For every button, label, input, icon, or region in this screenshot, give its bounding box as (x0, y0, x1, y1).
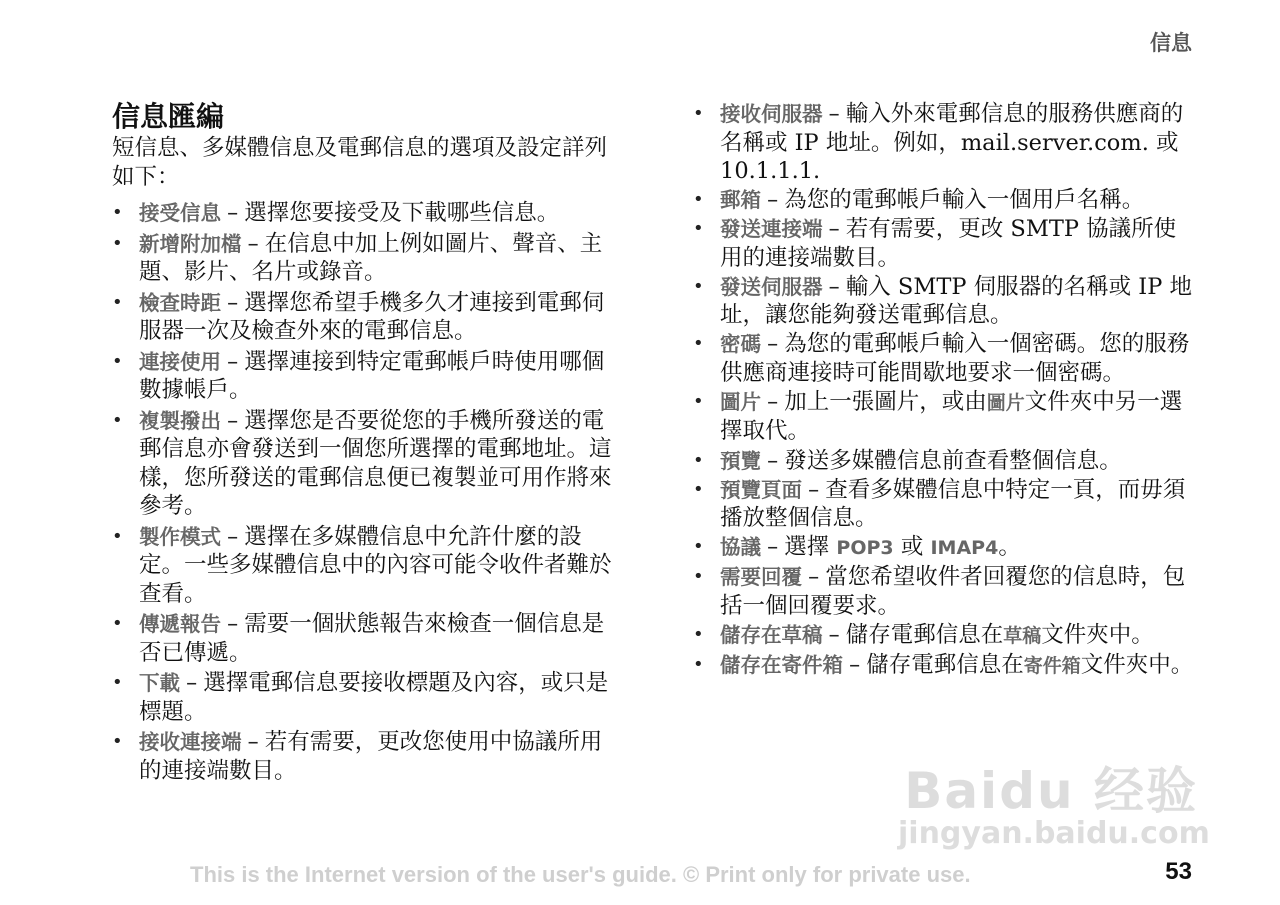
option-term: 傳遞報告 (139, 612, 221, 636)
option-term: 發送伺服器 (720, 274, 823, 299)
option-term: 圖片 (720, 389, 761, 414)
option-term: 協議 (720, 535, 761, 560)
option-text: 輸入 SMTP 伺服器的名稱或 IP 地址，讓您能夠發送電郵信息。 (720, 273, 1192, 329)
option-text: 文件夾中。 (1041, 621, 1154, 648)
option-text: 儲存電郵信息在 (866, 652, 1024, 679)
option-term: 檢查時距 (139, 290, 221, 315)
list-item: • 儲存在草稿 – 儲存電郵信息在草稿文件夾中。 (693, 621, 1198, 651)
option-term: 製作模式 (139, 524, 221, 549)
option-text: 需要一個狀態報告來檢查一個信息是否已傳遞。 (139, 611, 605, 666)
list-item: • 需要回覆 – 當您希望收件者回覆您的信息時，包括一個回覆要求。 (693, 563, 1198, 620)
list-item: • 傳遞報告 – 需要一個狀態報告來檢查一個信息是否已傳遞。 (112, 610, 612, 667)
right-column (693, 100, 1198, 681)
option-term: 複製撥出 (139, 408, 221, 433)
option-term: 預覽 (720, 448, 761, 473)
list-item: • 複製撥出 – 選擇您是否要從您的手機所發送的電郵信息亦會發送到一個您所選擇的電郵地址。這樣，您所發送的電郵信息便已複製並可用作將來參考。 (112, 407, 612, 521)
list-item: • 發送伺服器 – 輸入 SMTP 伺服器的名稱或 IP 地址，讓您能夠發送電郵信息。 (693, 273, 1198, 330)
option-text: 。 (998, 534, 1021, 561)
option-text: 當您希望收件者回覆您的信息時，包括一個回覆要求。 (720, 564, 1186, 619)
option-term: 密碼 (720, 332, 761, 357)
option-term: 預覽頁面 (720, 477, 802, 502)
page-number: 53 (1165, 858, 1192, 885)
option-text: 選擇在多媒體信息中允許什麼的設定。一些多媒體信息中的內容可能令收件者難於查看。 (139, 523, 612, 607)
footer-notice: This is the Internet version of the user's guide. © Print only for private use. (190, 862, 971, 887)
option-term: 接受信息 (139, 201, 221, 225)
options-list-left (112, 199, 612, 785)
option-text: 文件夾中另一選擇取代。 (720, 388, 1183, 445)
option-text: 查看多媒體信息中特定一頁，而毋須播放整個信息。 (720, 476, 1186, 532)
list-item: • 發送連接端 – 若有需要，更改 SMTP 協議所使用的連接端數目。 (693, 215, 1198, 272)
option-text: 選擇您希望手機多久才連接到電郵伺服器一次及檢查外來的電郵信息。 (139, 289, 605, 344)
option-term: 需要回覆 (720, 565, 802, 590)
option-text: 若有需要，更改您使用中協議所用的連接端數目。 (139, 729, 603, 784)
option-term: 下載 (139, 671, 180, 695)
list-item: • 下載 – 選擇電郵信息要接收標題及內容，或只是標題。 (112, 669, 612, 726)
option-text: 為您的電郵帳戶輸入一個用戶名稱。 (784, 187, 1145, 214)
folder-name: 圖片 (986, 391, 1025, 414)
section-header: 信息 (1150, 31, 1192, 55)
option-text: 選擇電郵信息要接收標題及內容，或只是標題。 (139, 670, 609, 725)
folder-name: 寄件箱 (1023, 655, 1081, 678)
option-text: 或 (900, 534, 924, 561)
option-text: 為您的電郵帳戶輸入一個密碼。您的服務供應商連接時可能間歇地要求一個密碼。 (720, 331, 1190, 386)
list-item: • 儲存在寄件箱 – 儲存電郵信息在寄件箱文件夾中。 (693, 651, 1198, 681)
list-item: • 連接使用 – 選擇連接到特定電郵帳戶時使用哪個數據帳戶。 (112, 348, 612, 405)
list-item: • 協議 – 選擇 POP3 或 IMAP4。 (693, 533, 1198, 563)
list-item: • 接收伺服器 – 輸入外來電郵信息的服務供應商的名稱或 IP 地址。例如，mail.server.com. 或 10.1.1.1. (693, 100, 1198, 186)
list-item: • 密碼 – 為您的電郵帳戶輸入一個密碼。您的服務供應商連接時可能間歇地要求一個密碼。 (693, 330, 1198, 387)
list-item: • 檢查時距 – 選擇您希望手機多久才連接到電郵伺服器一次及檢查外來的電郵信息。 (112, 289, 612, 346)
option-term: 儲存在寄件箱 (720, 653, 843, 678)
list-item: • 預覽頁面 – 查看多媒體信息中特定一頁，而毋須播放整個信息。 (693, 476, 1198, 533)
list-item: • 接受信息 – 選擇您要接受及下載哪些信息。 (112, 199, 612, 228)
option-text: 選擇您要接受及下載哪些信息。 (244, 200, 560, 226)
folder-name: 草稿 (1003, 624, 1042, 647)
option-text: 選擇您是否要從您的手機所發送的電郵信息亦會發送到一個您所選擇的電郵地址。這樣，您所發送的電郵信息便已複製並可用作將來參考。 (139, 407, 612, 519)
list-item: • 郵箱 – 為您的電郵帳戶輸入一個用戶名稱。 (693, 186, 1198, 215)
list-item: • 圖片 – 加上一張圖片，或由圖片文件夾中另一選擇取代。 (693, 388, 1198, 446)
option-term: 郵箱 (720, 188, 761, 213)
option-term: 儲存在草稿 (720, 622, 823, 647)
option-text: 在信息中加上例如圖片、聲音、主題、影片、名片或錄音。 (139, 230, 603, 285)
option-text: 儲存電郵信息在 (845, 621, 1004, 648)
protocol-name: POP3 (836, 537, 894, 560)
option-term: 接收連接端 (139, 730, 242, 754)
option-text: 輸入外來電郵信息的服務供應商的名稱或 IP 地址。例如，mail.server.com. 或 10.1.1.1. (720, 101, 1184, 184)
protocol-name: IMAP4 (930, 537, 999, 560)
list-item: • 預覽 – 發送多媒體信息前查看整個信息。 (693, 447, 1198, 476)
watermark-logo: Baidu 经验 jingyan.baidu.com (898, 762, 1210, 851)
option-text: 加上一張圖片，或由 (784, 388, 987, 415)
left-column (112, 100, 612, 787)
intro-text: 短信息、多媒體信息及電郵信息的選項及設定詳列如下： (112, 135, 608, 190)
option-text: 選擇 (784, 534, 830, 561)
option-text: 若有需要，更改 SMTP 協議所使用的連接端數目。 (720, 216, 1177, 271)
option-term: 新增附加檔 (139, 231, 242, 256)
list-item: • 新增附加檔 – 在信息中加上例如圖片、聲音、主題、影片、名片或錄音。 (112, 230, 612, 287)
option-text: 發送多媒體信息前查看整個信息。 (784, 447, 1122, 474)
list-item: • 製作模式 – 選擇在多媒體信息中允許什麼的設定。一些多媒體信息中的內容可能令收件者難於查看。 (112, 523, 612, 609)
option-text: 選擇連接到特定電郵帳戶時使用哪個數據帳戶。 (139, 348, 605, 403)
section-title: 信息匯編 (112, 100, 225, 133)
option-term: 接收伺服器 (720, 102, 823, 126)
list-item: • 接收連接端 – 若有需要，更改您使用中協議所用的連接端數目。 (112, 728, 612, 785)
options-list-right (693, 100, 1198, 681)
option-text: 文件夾中。 (1080, 652, 1194, 679)
option-term: 連接使用 (139, 349, 221, 374)
option-term: 發送連接端 (720, 217, 823, 242)
